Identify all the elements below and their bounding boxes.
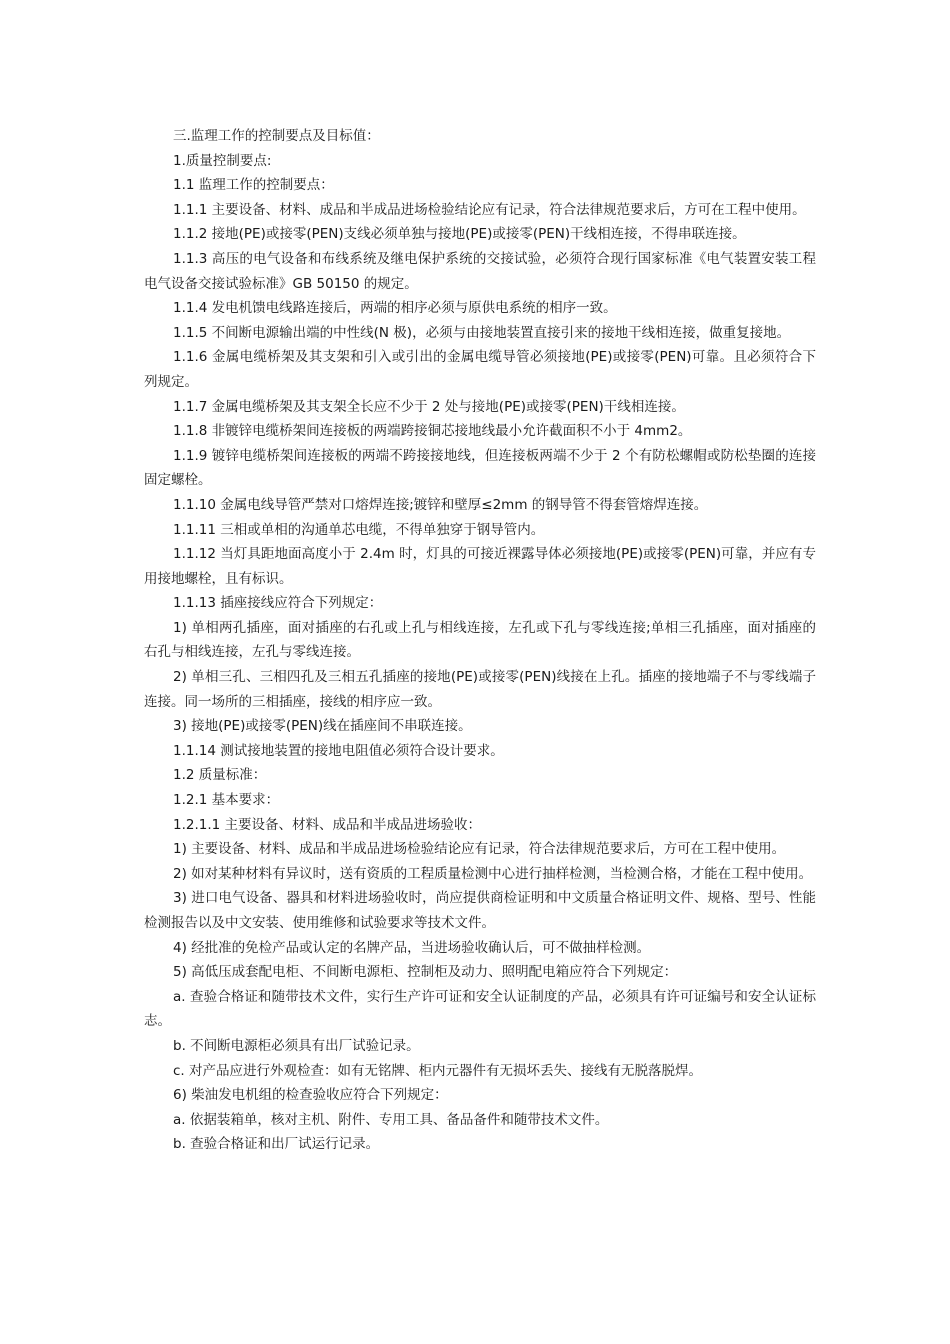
paragraph: 1.1.9 镀锌电缆桥架间连接板的两端不跨接接地线，但连接板两端不少于 2 个有防松螺帽或防松垫圈的连接固定螺栓。 bbox=[144, 447, 816, 489]
list-item: b. 查验合格证和出厂试运行记录。 bbox=[173, 1136, 380, 1153]
list-item: 3) 接地(PE)或接零(PEN)线在插座间不串联连接。 bbox=[173, 718, 472, 735]
list-item: a. 查验合格证和随带技术文件，实行生产许可证和安全认证制度的产品，必须具有许可证编号和安全认证标志。 bbox=[144, 988, 816, 1030]
paragraph: 1.1.12 当灯具距地面高度小于 2.4m 时，灯具的可接近裸露导体必须接地(PE)或接零(PEN)可靠，并应有专用接地螺栓，且有标识。 bbox=[144, 546, 816, 587]
list-item: 4) 经批准的免检产品或认定的名牌产品，当进场验收确认后，可不做抽样检测。 bbox=[173, 939, 651, 956]
paragraph: 1.1.2 接地(PE)或接零(PEN)支线必须单独与接地(PE)或接零(PEN)干线相连接，不得串联连接。 bbox=[173, 226, 746, 243]
list-item: c. 对产品应进行外观检查：如有无铭牌、柜内元器件有无损坏丢失、接线有无脱落脱焊。 bbox=[173, 1062, 703, 1079]
paragraph: 1.1.6 金属电缆桥架及其支架和引入或引出的金属电缆导管必须接地(PE)或接零(PEN)可靠。且必须符合下列规定。 bbox=[144, 349, 816, 390]
paragraph: 1.1.7 金属电缆桥架及其支架全长应不少于 2 处与接地(PE)或接零(PEN)干线相连接。 bbox=[173, 398, 685, 415]
subsection-heading: 1.1 监理工作的控制要点： bbox=[173, 177, 334, 194]
list-item: 2) 单相三孔、三相四孔及三相五孔插座的接地(PE)或接零(PEN)线接在上孔。插座的接地端子不与零线端子连接。同一场所的三相插座，接线的相序应一致。 bbox=[144, 669, 816, 710]
paragraph: 1.1.4 发电机馈电线路连接后，两端的相序必须与原供电系统的相序一致。 bbox=[173, 300, 617, 317]
paragraph: 1.1.5 不间断电源输出端的中性线(N 极)，必须与由接地装置直接引来的接地干线相连接，做重复接地。 bbox=[173, 324, 791, 341]
list-item: 2) 如对某种材料有异议时，送有资质的工程质量检测中心进行抽样检测，当检测合格，才能在工程中使用。 bbox=[173, 865, 813, 882]
paragraph: 1.1.3 高压的电气设备和布线系统及继电保护系统的交接试验，必须符合现行国家标准《电气装置安装工程电气设备交接试验标准》GB 50150 的规定。 bbox=[144, 250, 816, 292]
paragraph: 1.1.11 三相或单相的沟通单芯电缆，不得单独穿于钢导管内。 bbox=[173, 521, 545, 538]
subsection-heading: 1.2 质量标准： bbox=[173, 767, 267, 784]
paragraph: 1.1.13 插座接线应符合下列规定： bbox=[173, 595, 383, 612]
paragraph: 1.1.1 主要设备、材料、成品和半成品进场检验结论应有记录，符合法律规范要求后，方可在工程中使用。 bbox=[173, 201, 806, 218]
list-item: b. 不间断电源柜必须具有出厂试验记录。 bbox=[173, 1037, 420, 1054]
section-heading: 三.监理工作的控制要点及目标值： bbox=[173, 128, 380, 144]
subsection-heading: 1.质量控制要点: bbox=[173, 152, 272, 169]
list-item: 3) 进口电气设备、器具和材料进场验收时，尚应提供商检证明和中文质量合格证明文件、规格、型号、性能检测报告以及中文安装、使用维修和试验要求等技术文件。 bbox=[144, 890, 816, 931]
list-item: 1) 主要设备、材料、成品和半成品进场检验结论应有记录，符合法律规范要求后，方可在工程中使用。 bbox=[173, 841, 786, 858]
subsection-heading: 1.2.1 基本要求： bbox=[173, 792, 280, 809]
list-item: 1) 单相两孔插座，面对插座的右孔或上孔与相线连接，左孔或下孔与零线连接;单相三孔插座，面对插座的右孔与相线连接，左孔与零线连接。 bbox=[144, 619, 816, 661]
list-item: 6) 柴油发电机组的检查验收应符合下列规定： bbox=[173, 1087, 448, 1104]
paragraph: 1.1.8 非镀锌电缆桥架间连接板的两端跨接铜芯接地线最小允许截面积不小于 4mm2。 bbox=[173, 423, 692, 440]
document-body bbox=[144, 124, 816, 1157]
paragraph: 1.1.10 金属电线导管严禁对口熔焊连接;镀锌和壁厚≤2mm 的钢导管不得套管熔焊连接。 bbox=[173, 496, 708, 513]
paragraph: 1.1.14 测试接地装置的接地电阻值必须符合设计要求。 bbox=[173, 742, 504, 759]
subsection-heading: 1.2.1.1 主要设备、材料、成品和半成品进场验收： bbox=[173, 816, 482, 833]
list-item: 5) 高低压成套配电柜、不间断电源柜、控制柜及动力、照明配电箱应符合下列规定： bbox=[173, 964, 678, 981]
list-item: a. 依据装箱单，核对主机、附件、专用工具、备品备件和随带技术文件。 bbox=[173, 1111, 609, 1128]
